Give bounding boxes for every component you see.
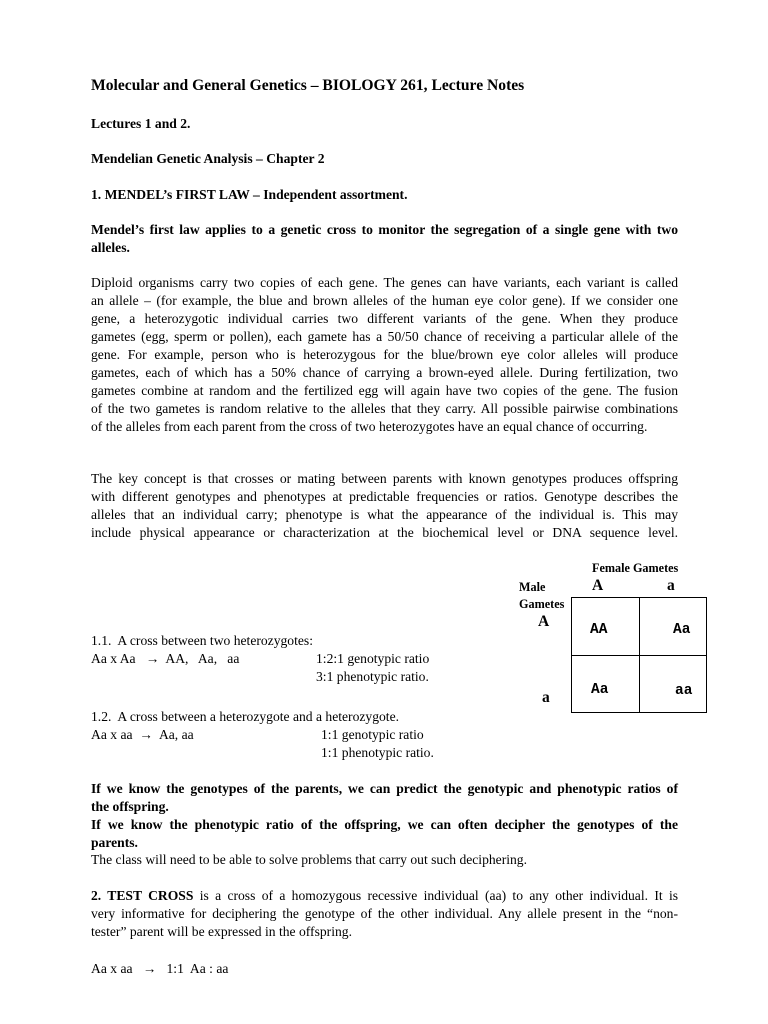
paragraph-key-concept	[91, 470, 678, 542]
paragraph-line: gametes, each of which has a 50% chance of carrying a brown-eyed allele. During fertilization, two	[91, 365, 678, 380]
conclusion-genotypes	[91, 780, 678, 816]
section-1-heading: 1. MENDEL’s FIRST LAW – Independent assortment.	[91, 187, 408, 202]
paragraph-line: alleles that an individual carry; phenotype is what the appearance of the individual is. This may	[91, 507, 678, 522]
section-2-heading: 2. TEST CROSS	[91, 888, 194, 903]
punnett-cell: Aa	[591, 682, 609, 698]
punnett-grid	[571, 597, 707, 713]
lectures-heading: Lectures 1 and 2.	[91, 116, 191, 131]
male-allele-A: A	[538, 613, 550, 630]
female-allele-A: A	[592, 577, 604, 594]
punnett-cell: Aa	[673, 622, 691, 638]
gametes-label: Gametes	[519, 597, 565, 611]
test-cross-formula: Aa x aa → 1:1 Aa : aa	[91, 961, 229, 976]
female-gametes-label: Female Gametes	[592, 561, 679, 575]
paragraph-diploid	[91, 274, 678, 436]
paragraph-line: of the alleles from each parent from the cross of two heterozygotes have an equal chance of occurring.	[91, 419, 648, 434]
law-line: alleles.	[91, 240, 130, 255]
cross-2-heading: 1.2. A cross between a heterozygote and a heterozygote.	[91, 709, 400, 724]
paragraph-line: gametes (egg, sperm or pollen), each gamete has a 50/50 chance of receiving a particular allele of the	[91, 329, 678, 344]
section-2-text: is a cross of a homozygous recessive individual (aa) to any other individual. It is	[193, 888, 679, 903]
paragraph-line: with different genotypes and phenotypes at predictable frequencies or ratios. Genotype describes the	[91, 489, 678, 504]
cross-1-phenotypic-ratio: 3:1 phenotypic ratio.	[316, 669, 429, 684]
paragraph-line: of the two gametes is random relative to the alleles that they carry. All possible pairwise combinations	[91, 401, 678, 416]
section-2-line: tester” parent will be expressed in the offspring.	[91, 924, 352, 939]
section-2-line: very informative for deciphering the genotype of the other individual. Any allele present in the “non-	[91, 906, 678, 921]
male-label: Male	[519, 580, 546, 594]
section-2-line	[91, 887, 678, 905]
grid-divider	[572, 655, 706, 656]
female-allele-a: a	[667, 577, 675, 594]
punnett-cell: aa	[675, 683, 693, 699]
conclusion-line: parents.	[91, 835, 138, 850]
paragraph-line: Diploid organisms carry two copies of each gene. The genes can have variants, each variant is called	[91, 275, 678, 290]
cross-2-phenotypic-ratio: 1:1 phenotypic ratio.	[321, 745, 434, 760]
paragraph-line: an allele – (for example, the blue and brown alleles of the human eye color gene). If we consider one	[91, 293, 678, 308]
cross-1-genotypic-ratio: 1:2:1 genotypic ratio	[316, 651, 430, 666]
paragraph-line: include physical appearance or characterization at the biochemical level or DNA sequence level.	[91, 525, 678, 540]
paragraph-line: The key concept is that crosses or mating between parents with known genotypes produces offspring	[91, 471, 678, 486]
punnett-cell: AA	[590, 622, 608, 638]
paragraph-line: gene, a heterozygotic individual carries two different variants of the gene. When they produce	[91, 311, 678, 326]
cross-1-heading: 1.1. A cross between two heterozygotes:	[91, 633, 313, 648]
conclusion-line: If we know the genotypes of the parents, we can predict the genotypic and phenotypic ratios of	[91, 781, 678, 796]
class-note: The class will need to be able to solve problems that carry out such deciphering.	[91, 852, 528, 867]
paragraph-line: gametes combine at random and the fertilized egg will again have two copies of the gene. The fusion	[91, 383, 678, 398]
chapter-heading: Mendelian Genetic Analysis – Chapter 2	[91, 151, 325, 166]
cross-2-genotypic-ratio: 1:1 genotypic ratio	[321, 727, 424, 742]
conclusion-line: If we know the phenotypic ratio of the offspring, we can often decipher the genotypes of the	[91, 817, 678, 832]
conclusion-line: the offspring.	[91, 799, 169, 814]
document-title: Molecular and General Genetics – BIOLOGY 261, Lecture Notes	[91, 77, 525, 94]
cross-1-formula: Aa x Aa → AA, Aa, aa	[91, 651, 240, 666]
law-statement	[91, 221, 678, 257]
paragraph-line: gene. For example, person who is heterozygous for the blue/brown eye color alleles will produce	[91, 347, 678, 362]
male-allele-a: a	[542, 689, 550, 706]
law-line: Mendel’s first law applies to a genetic cross to monitor the segregation of a single gene with two	[91, 222, 678, 237]
cross-2-formula: Aa x aa → Aa, aa	[91, 727, 194, 742]
section-2-test-cross	[91, 887, 678, 941]
conclusion-phenotypes	[91, 816, 678, 852]
